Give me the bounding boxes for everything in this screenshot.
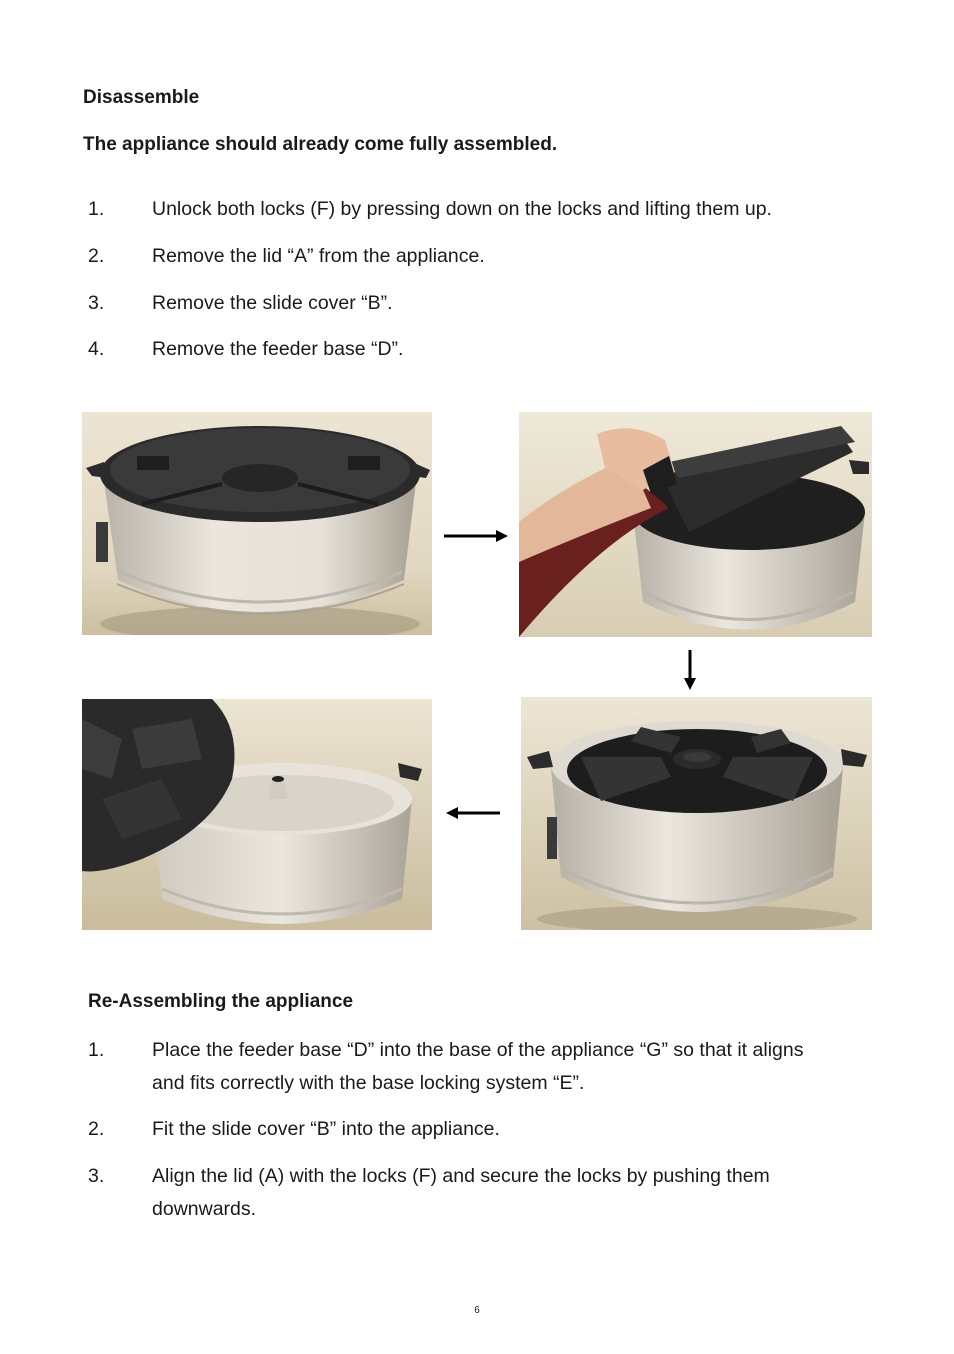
step-text: Place the feeder base “D” into the base of the appliance “G” so that it aligns (152, 1039, 804, 1061)
reassemble-step-2 (88, 1113, 888, 1146)
photo-hand-lifting-lid (519, 412, 872, 637)
step-number: 4. (88, 338, 105, 360)
disassemble-step-3 (88, 287, 888, 320)
step-number: 3. (88, 1165, 105, 1187)
disassemble-step-1 (88, 193, 888, 226)
step-number: 3. (88, 292, 105, 314)
step-number: 2. (88, 1118, 105, 1140)
step-text: Remove the feeder base “D”. (152, 338, 404, 360)
reassemble-step-1 (88, 1034, 888, 1100)
arrow-down-icon (681, 650, 699, 692)
step-text: Unlock both locks (F) by pressing down on the locks and lifting them up. (152, 198, 772, 220)
step-text: Remove the slide cover “B”. (152, 292, 393, 314)
disassemble-step-4 (88, 333, 888, 366)
step-text: Align the lid (A) with the locks (F) and secure the locks by pushing them (152, 1165, 770, 1187)
feeder-without-lid-icon (521, 697, 872, 930)
reassemble-step-3 (88, 1160, 888, 1226)
step-number: 1. (88, 1039, 105, 1061)
step-text-continued: downwards. (152, 1198, 257, 1220)
arrow-right-icon (444, 527, 510, 545)
arrow-left-icon (444, 804, 500, 822)
photo-feeder-with-lid (82, 412, 432, 635)
step-text-continued: and fits correctly with the base locking system “E”. (152, 1072, 585, 1094)
step-text: Remove the lid “A” from the appliance. (152, 245, 485, 267)
step-text: Fit the slide cover “B” into the appliance. (152, 1118, 500, 1140)
assembly-note: The appliance should already come fully assembled. (83, 134, 558, 155)
step-number: 1. (88, 198, 105, 220)
feeder-with-lid-icon (82, 412, 432, 635)
section-heading-disassemble: Disassemble (83, 87, 200, 108)
hand-lifting-lid-icon (519, 412, 872, 637)
disassemble-step-2 (88, 240, 888, 273)
photo-feeder-without-lid (521, 697, 872, 930)
step-number: 2. (88, 245, 105, 267)
section-heading-reassembling: Re-Assembling the appliance (88, 991, 354, 1012)
photo-feeder-base-removed (82, 699, 432, 930)
feeder-base-removed-icon (82, 699, 432, 930)
page-number: 6 (474, 1305, 480, 1316)
